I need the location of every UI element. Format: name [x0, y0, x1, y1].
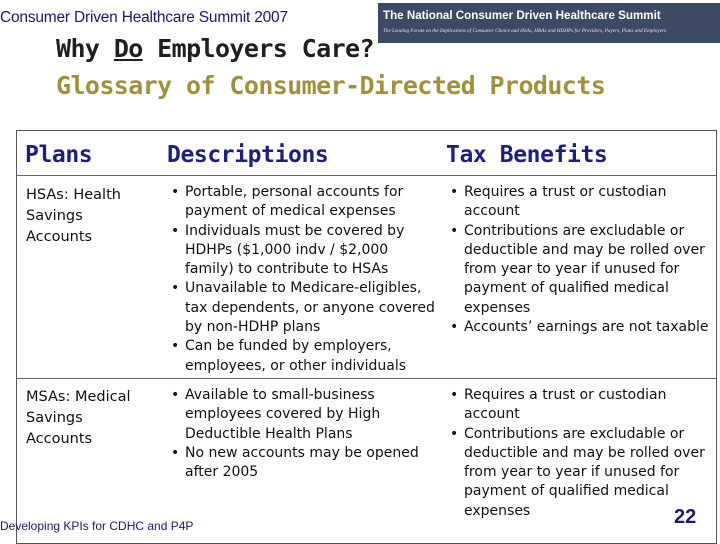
- list-item: • Contributions are excludable or deductible and may be rolled over from year to year if unused for payment of qualified medical expenses: [448, 222, 712, 318]
- banner-subtitle: The Leading Forum on the Implications of Consumer Choice and HSAs, HRAs and HDHPs for Providers, Payers, Plans and Employers: [383, 28, 667, 34]
- banner-title: The National Consumer Driven Healthcare Summit: [383, 9, 661, 22]
- list-item: • Requires a trust or custodian account: [448, 183, 712, 222]
- header-tax-benefits: Tax Benefits: [446, 142, 608, 168]
- event-name: Consumer Driven Healthcare Summit 2007: [0, 9, 288, 26]
- list-item: • Contributions are excludable or deductible and may be rolled over from year to year if unused for payment of qualified medical expenses: [448, 425, 712, 521]
- plan-hsa: HSAs: Health Savings Accounts: [26, 187, 121, 245]
- list-item: • No new accounts may be opened after 2005: [169, 444, 439, 483]
- slide-title: [56, 34, 374, 63]
- plan-msa: MSAs: Medical Savings Accounts: [26, 389, 131, 447]
- tax-benefits-msa: [448, 386, 712, 521]
- list-item: • Available to small-business employees covered by High Deductible Health Plans: [169, 386, 439, 444]
- summit-banner: [378, 3, 720, 43]
- header-divider: [17, 175, 716, 176]
- descriptions-hsa: [169, 183, 439, 376]
- list-item: • Unavailable to Medicare-eligibles, tax dependents, or anyone covered by non-HDHP plans: [169, 279, 439, 337]
- list-item: • Can be funded by employers, employees, or other individuals: [169, 337, 439, 376]
- header-descriptions: Descriptions: [167, 142, 329, 168]
- slide-subtitle: Glossary of Consumer-Directed Products: [56, 71, 606, 100]
- tax-benefits-hsa: [448, 183, 712, 337]
- header-plans: Plans: [25, 142, 93, 168]
- list-item: • Individuals must be covered by HDHPs ($1,000 indv / $2,000 family) to contribute to HSAs: [169, 222, 439, 280]
- list-item: • Accounts’ earnings are not taxable: [448, 318, 712, 337]
- list-item: • Requires a trust or custodian account: [448, 386, 712, 425]
- title-prefix: Why: [56, 34, 114, 63]
- descriptions-msa: [169, 386, 439, 482]
- glossary-table: [16, 130, 717, 544]
- list-item: • Portable, personal accounts for payment of medical expenses: [169, 183, 439, 222]
- row-divider: [17, 378, 716, 379]
- title-emphasis: Do: [113, 34, 143, 63]
- footer-text: Developing KPIs for CDHC and P4P: [0, 519, 194, 533]
- page-number: 22: [674, 506, 697, 528]
- title-suffix: Employers Care?: [142, 34, 374, 63]
